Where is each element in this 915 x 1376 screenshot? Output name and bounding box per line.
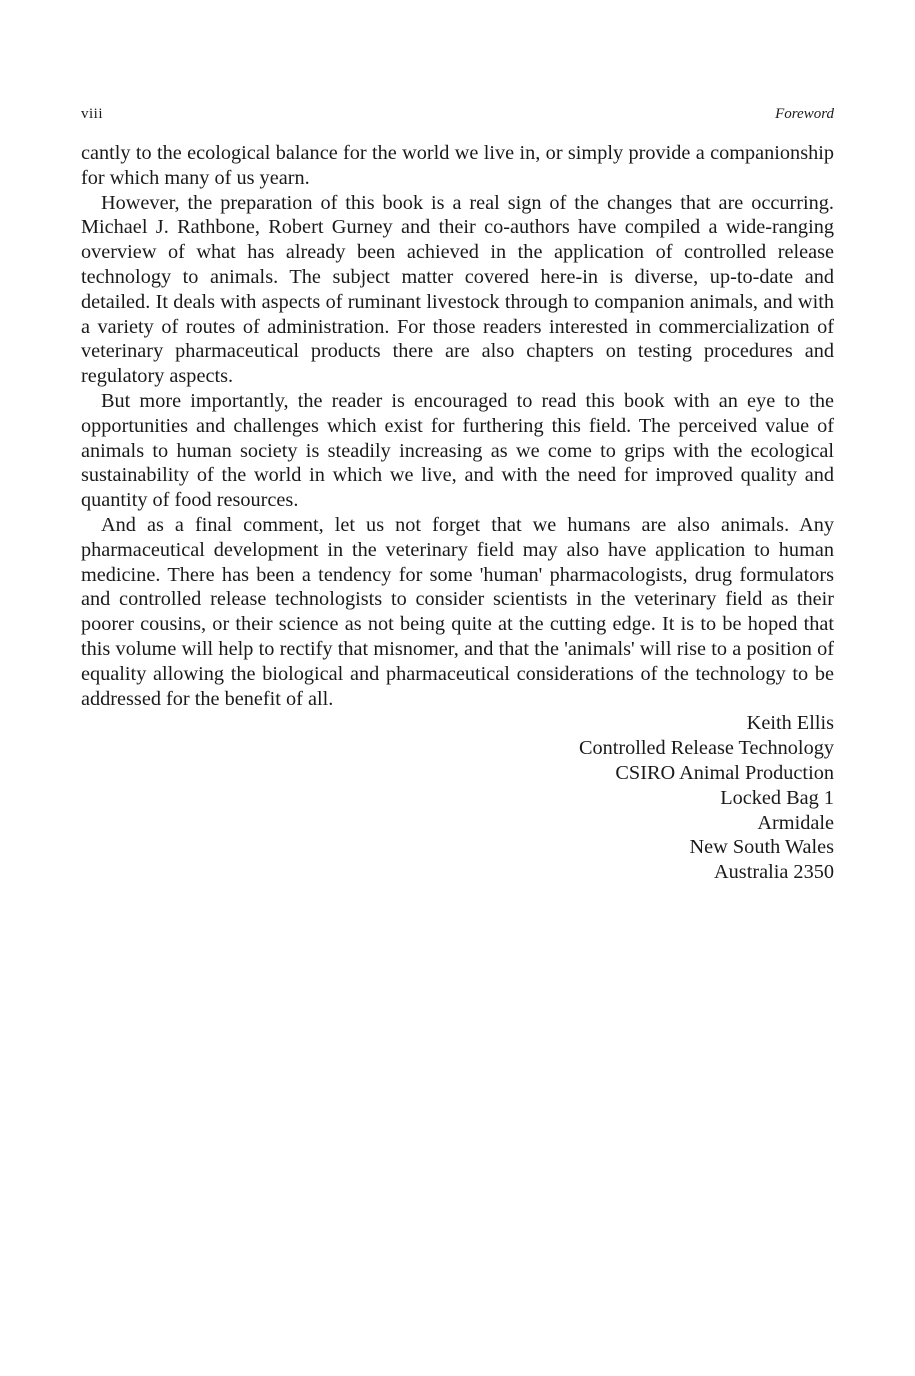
paragraph-1: cantly to the ecological balance for the world we live in, or simply provide a companionship for which many of us yearn. <box>81 142 834 189</box>
page-number: viii <box>81 106 104 122</box>
section-title: Foreword <box>775 106 834 122</box>
address-line: Armidale <box>757 811 834 834</box>
paragraph-4: And as a final comment, let us not forget that we humans are also animals. Any pharmaceutical development in the veterinary field may also have application to human medicine. There has been a tendency for some 'human' pharmacologists, drug formulators and controlled release technologists to consider scientists in the veterinary field as their poorer cousins, or their science as not being quite at the cutting edge. It is to be hoped that this volume will help to rectify that misnomer, and that the 'animals' will rise to a position of equality allowing the biological and pharmaceutical considerations of the technology to be addressed for the benefit of all. <box>81 513 834 710</box>
author-name: Keith Ellis <box>746 712 834 735</box>
foreword-body <box>81 141 834 711</box>
address-line: Locked Bag 1 <box>720 786 834 809</box>
address-line: New South Wales <box>689 836 834 859</box>
affiliation-line: Controlled Release Technology <box>578 737 834 760</box>
paragraph-3: But more importantly, the reader is encouraged to read this book with an eye to the opportunities and challenges which exist for furthering this field. The perceived value of animals to human society is steadily increasing as we come to grips with the ecological sustainability of the world in which we live, and with the need for improved quality and quantity of food resources. <box>81 389 834 512</box>
running-header <box>81 104 834 124</box>
book-page <box>81 104 834 885</box>
paragraph-2: However, the preparation of this book is a real sign of the changes that are occurring. Michael J. Rathbone, Robert Gurney and their co-authors have compiled a wide-ranging overview of what has already been achieved in the application of controlled release technology to animals. The subject matter covered here-in is diverse, up-to-date and detailed. It deals with aspects of ruminant livestock through to companion animals, and with a variety of routes of administration. For those readers interested in commercialization of veterinary pharmaceutical products there are also chapters on testing procedures and regulatory aspects. <box>81 191 834 388</box>
address-line: Australia 2350 <box>714 861 834 884</box>
author-signature-block <box>81 711 834 885</box>
affiliation-line: CSIRO Animal Production <box>615 761 834 784</box>
